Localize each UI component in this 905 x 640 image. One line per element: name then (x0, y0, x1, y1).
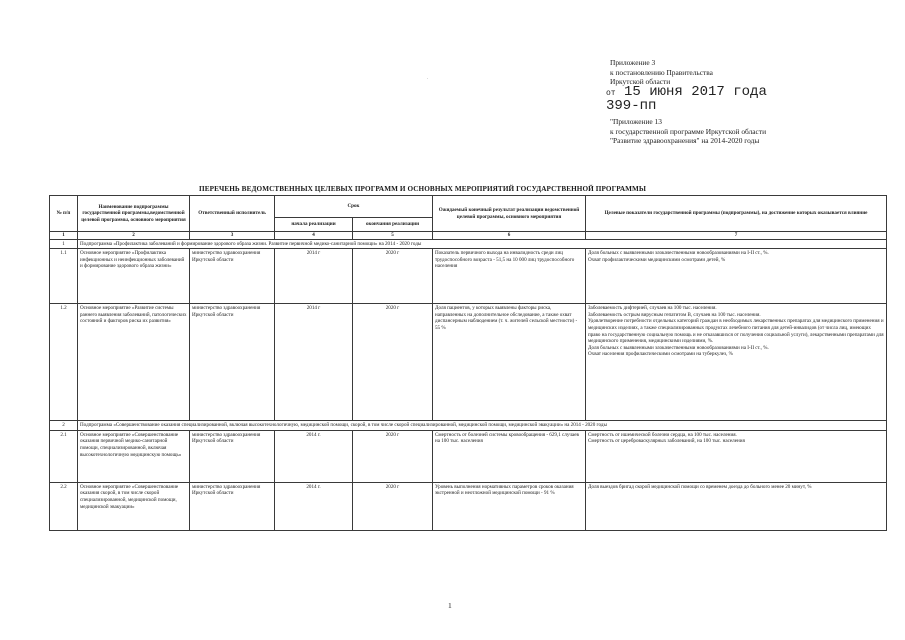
indicator: Заболеваемость острым вирусным гепатитом В, случаев на 100 тыс. населения. (588, 311, 761, 318)
table-row (50, 430, 887, 482)
column-number-row (50, 232, 887, 240)
row-number: 2.2 (50, 482, 78, 530)
start-year: 2014 г. (275, 430, 353, 482)
executor: министерство здравоохранения Иркутской области (190, 249, 275, 304)
table-row (50, 249, 887, 304)
header-row (50, 196, 887, 218)
row-number: 2 (50, 421, 78, 431)
subprogram-title: Подпрограмма «Совершенствование оказания специализированной, включая высокотехнологичную, медицинской помощи, скорой, в том числе скорой специализированной, медицинской помощи, медицинской эвакуации» на 2014 - 2020 годы (78, 421, 887, 431)
scan-dot: . (427, 76, 429, 81)
executor: министерство здравоохранения Иркутской области (190, 482, 275, 530)
end-year: 2020 г (353, 482, 433, 530)
column-number: 6 (433, 232, 586, 240)
column-number: 5 (353, 232, 433, 240)
decree-date: 15 июня 2017 года (624, 84, 767, 100)
indicator: Охват населения профилактическими осмотрами на туберкулез, % (588, 351, 733, 358)
table-row (50, 304, 887, 421)
indicator: Смертность от цереброваскулярных заболеваний, на 100 тыс. населения (588, 438, 745, 445)
subprogram-row (50, 239, 887, 249)
expected-result: Смертность от болезней системы кровообращения - 629,1 случаев на 100 тыс. населения (433, 430, 586, 482)
approval-header (610, 58, 890, 87)
header-start: начала реализации (275, 218, 353, 232)
column-number: 3 (190, 232, 275, 240)
row-number: 1.1 (50, 249, 78, 304)
appendix-13-line-1: "Приложение 13 (610, 117, 662, 126)
column-number: 1 (50, 232, 78, 240)
measure-name: Основное мероприятие «Развитие системы раннего выявления заболеваний, патологических состояний и факторов риска их развития» (78, 304, 190, 421)
start-year: 2014 г. (275, 482, 353, 530)
header-term: Срок (275, 196, 433, 218)
table-row (50, 482, 887, 530)
header-executor: Ответственный исполнитель (190, 196, 275, 232)
target-indicators (586, 482, 887, 530)
header-result: Ожидаемый конечный результат реализации ведомственной целевой программы, основного мероприятия (433, 196, 586, 232)
decree-label: к постановлению Правительства (610, 67, 713, 77)
region-label: Иркутской области (610, 77, 671, 86)
end-year: 2020 г (353, 304, 433, 421)
row-number: 2.1 (50, 430, 78, 482)
target-indicators (586, 249, 887, 304)
expected-result: Уровень выполнения нормативных параметров сроков оказания экстренной и неотложной медицинской помощи - 91 % (433, 482, 586, 530)
appendix-13-header (610, 117, 895, 146)
start-year: 2014 г (275, 249, 353, 304)
measure-name: Основное мероприятие «Совершенствование оказания скорой, в том числе скорой специализированной, медицинской помощи, медицинской эвакуации» (78, 482, 190, 530)
executor: министерство здравоохранения Иркутской области (190, 304, 275, 421)
indicator: Доля выездов бригад скорой медицинской помощи со временем доезда до больного менее 20 минут, % (588, 483, 812, 490)
appendix-13-line-2: к государственной программе Иркутской области (610, 126, 767, 136)
appendix-label: Приложение 3 (610, 58, 656, 67)
target-indicators (586, 304, 887, 421)
row-number: 1 (50, 239, 78, 249)
start-year: 2014 г (275, 304, 353, 421)
column-number: 2 (78, 232, 190, 240)
header-indicators: Целевые показатели государственной программы (подпрограммы), на достижение которых оказывается влияние (586, 196, 887, 232)
indicator: Смертность от ишемической болезни сердца, на 100 тыс. населения. (588, 431, 737, 438)
page-number: 1 (448, 601, 452, 610)
column-number: 4 (275, 232, 353, 240)
subprogram-row (50, 421, 887, 431)
expected-result: Показатель первичного выхода на инвалидность среди лиц трудоспособного возраста - 51,5 на 10 000 лиц трудоспособного населения (433, 249, 586, 304)
appendix-13-line-3: "Развитие здравоохранения" на 2014-2020 годы (610, 136, 760, 145)
row-number: 1.2 (50, 304, 78, 421)
subprogram-title: Подпрограмма «Профилактика заболеваний и формирование здорового образа жизни. Развитие первичной медико-санитарной помощи» на 2014 - 2020 годы (78, 239, 887, 249)
indicator: Доля больных с выявленными злокачественными новообразованиями на I-II ст., %. (588, 344, 769, 351)
indicator: Удовлетворение потребности отдельных категорий граждан в необходимых лекарственных препаратах для медицинского применения и медицинских изделиях, а также специализированных продуктах лечебного питания для детей-инвалидов (от числа лиц, имеющих право на государственную социальную помощь и не отказавшихся от получения социальной услуги), лекарственными препаратами для медицинского применения, медицинскими изделиями, %. (588, 318, 884, 345)
measure-name: Основное мероприятие «Совершенствование оказания первичной медико-санитарной помощи, специализированной, включая высокотехнологичную медицинскую помощь» (78, 430, 190, 482)
decree-number: 399-пп (606, 98, 657, 114)
end-year: 2020 г (353, 430, 433, 482)
expected-result: Доля пациентов, у которых выявлены факторы риска, направленных на дополнительное обследование, а также охват диспансерным наблюдением (т. ч. жителей сельской местности) - 55 % (433, 304, 586, 421)
document-title: ПЕРЕЧЕНЬ ВЕДОМСТВЕННЫХ ЦЕЛЕВЫХ ПРОГРАММ И ОСНОВНЫХ МЕРОПРИЯТИЙ ГОСУДАРСТВЕННОЙ ПРОГРАММЫ (199, 185, 647, 193)
target-indicators (586, 430, 887, 482)
header-end: окончания реализации (353, 218, 433, 232)
executor: министерство здравоохранения Иркутской области (190, 430, 275, 482)
end-year: 2020 г (353, 249, 433, 304)
date-prefix: от (606, 89, 616, 98)
indicator: Охват профилактическими медицинскими осмотрами детей, % (588, 256, 726, 263)
indicator: Доля больных с выявленными злокачественными новообразованиями на I-II ст., %. (588, 250, 769, 257)
header-num: № п/п (50, 196, 78, 232)
column-number: 7 (586, 232, 887, 240)
date-stamp (606, 86, 767, 112)
measure-name: Основное мероприятие «Профилактика инфекционных и неинфекционных заболеваний и формирование здорового образа жизни» (78, 249, 190, 304)
header-name: Наименование подпрограммы государственной программы,ведомственной целевой программы, основного мероприятия (78, 196, 190, 232)
programs-table (49, 195, 887, 531)
indicator: Заболеваемость дифтерией, случаев на 100 тыс. населения. (588, 305, 717, 312)
